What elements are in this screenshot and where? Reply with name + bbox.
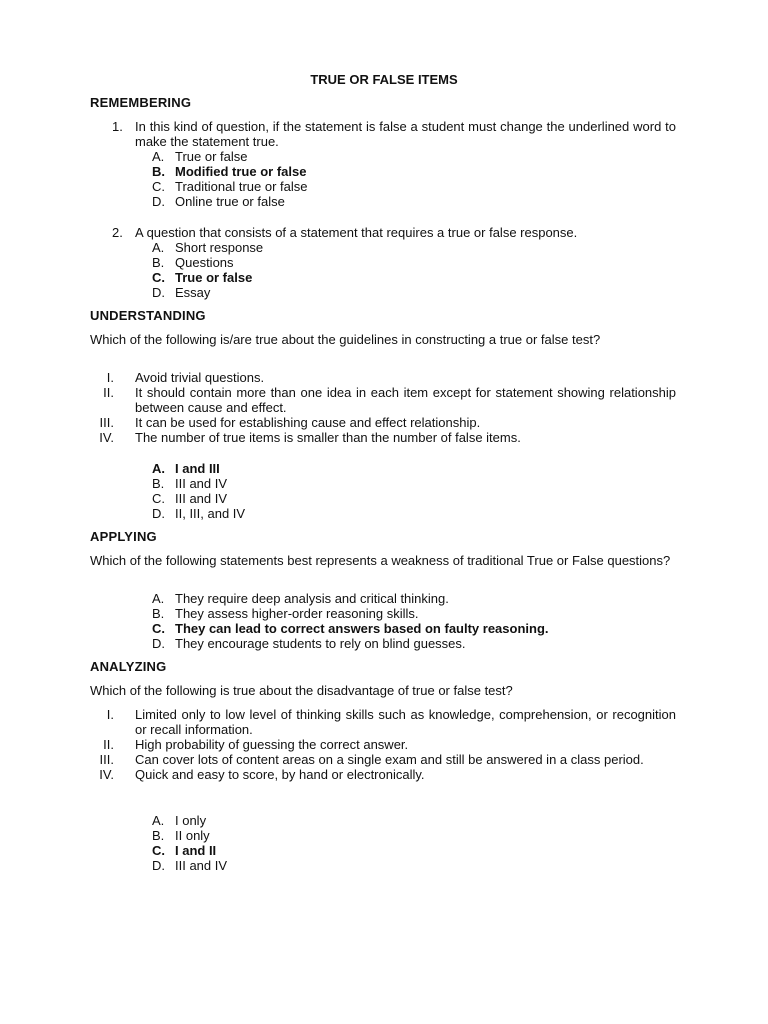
option-letter: C. bbox=[152, 843, 165, 858]
statement-text: It can be used for establishing cause and effect relationship. bbox=[135, 415, 481, 430]
option-text: They require deep analysis and critical thinking. bbox=[175, 591, 449, 606]
page-title: TRUE OR FALSE ITEMS bbox=[310, 72, 458, 87]
question-2-text: A question that consists of a statement that requires a true or false response. bbox=[135, 225, 578, 240]
option-text: III and IV bbox=[175, 491, 228, 506]
statement-numeral: IV. bbox=[99, 430, 114, 445]
option-item bbox=[152, 828, 227, 843]
option-letter: B. bbox=[152, 476, 165, 491]
option-letter: B. bbox=[152, 606, 165, 621]
option-letter: C. bbox=[152, 270, 165, 285]
option-item-correct bbox=[152, 621, 549, 636]
option-text: Online true or false bbox=[175, 194, 285, 209]
statement-item bbox=[90, 752, 676, 767]
option-letter: C. bbox=[152, 621, 165, 636]
question-2-options bbox=[152, 240, 263, 300]
statement-text: The number of true items is smaller than the number of false items. bbox=[135, 430, 521, 445]
statement-text: Avoid trivial questions. bbox=[135, 370, 265, 385]
option-item bbox=[152, 194, 307, 209]
question-1 bbox=[112, 119, 676, 149]
option-letter: C. bbox=[152, 491, 165, 506]
option-letter: D. bbox=[152, 194, 165, 209]
understanding-options bbox=[152, 461, 245, 521]
option-item bbox=[152, 813, 227, 828]
option-item bbox=[152, 636, 549, 651]
question-1-number: 1. bbox=[112, 119, 123, 134]
option-letter: A. bbox=[152, 813, 165, 828]
applying-options bbox=[152, 591, 549, 651]
option-item bbox=[152, 506, 245, 521]
statement-item bbox=[90, 415, 676, 430]
statement-item bbox=[90, 385, 676, 415]
option-letter: B. bbox=[152, 828, 165, 843]
option-letter: B. bbox=[152, 164, 165, 179]
option-letter: A. bbox=[152, 149, 165, 164]
statement-numeral: I. bbox=[106, 707, 114, 722]
option-item bbox=[152, 240, 263, 255]
statement-numeral: III. bbox=[99, 415, 114, 430]
statement-item bbox=[90, 430, 676, 445]
heading-remembering: REMEMBERING bbox=[90, 95, 192, 110]
analyzing-statements bbox=[90, 707, 676, 782]
option-letter: C. bbox=[152, 179, 165, 194]
option-text: They can lead to correct answers based on faulty reasoning. bbox=[175, 621, 549, 636]
understanding-statements bbox=[90, 370, 676, 445]
option-text: They assess higher-order reasoning skills. bbox=[175, 606, 419, 621]
option-letter: D. bbox=[152, 285, 165, 300]
option-text: II only bbox=[175, 828, 210, 843]
heading-understanding: UNDERSTANDING bbox=[90, 308, 206, 323]
option-item bbox=[152, 591, 549, 606]
statement-numeral: II. bbox=[103, 737, 114, 752]
option-text: True or false bbox=[175, 149, 248, 164]
option-text: I and III bbox=[175, 461, 220, 476]
option-text: III and IV bbox=[175, 858, 228, 873]
option-item bbox=[152, 285, 263, 300]
question-2 bbox=[112, 225, 676, 240]
statement-item bbox=[90, 707, 676, 737]
statement-text: It should contain more than one idea in each item except for statement showing relationship between cause and effect. bbox=[135, 385, 676, 415]
option-text: Short response bbox=[175, 240, 264, 255]
option-letter: A. bbox=[152, 591, 165, 606]
option-text: III and IV bbox=[175, 476, 228, 491]
option-text: Traditional true or false bbox=[175, 179, 308, 194]
option-letter: D. bbox=[152, 858, 165, 873]
option-text: Essay bbox=[175, 285, 211, 300]
statement-text: High probability of guessing the correct answer. bbox=[135, 737, 409, 752]
statement-numeral: III. bbox=[99, 752, 114, 767]
option-item bbox=[152, 255, 263, 270]
understanding-question: Which of the following is/are true about the guidelines in constructing a true or false test? bbox=[90, 332, 601, 347]
option-item bbox=[152, 491, 245, 506]
option-text: II, III, and IV bbox=[175, 506, 246, 521]
applying-question: Which of the following statements best represents a weakness of traditional True or False questions? bbox=[90, 553, 671, 568]
option-item bbox=[152, 606, 549, 621]
option-letter: A. bbox=[152, 461, 165, 476]
heading-applying: APPLYING bbox=[90, 529, 157, 544]
heading-analyzing: ANALYZING bbox=[90, 659, 167, 674]
option-item bbox=[152, 476, 245, 491]
option-item bbox=[152, 149, 307, 164]
question-1-options bbox=[152, 149, 307, 209]
option-letter: B. bbox=[152, 255, 165, 270]
analyzing-question: Which of the following is true about the disadvantage of true or false test? bbox=[90, 683, 513, 698]
option-item-correct bbox=[152, 270, 263, 285]
option-letter: D. bbox=[152, 636, 165, 651]
question-2-number: 2. bbox=[112, 225, 123, 240]
option-text: I and II bbox=[175, 843, 217, 858]
option-item-correct bbox=[152, 461, 245, 476]
statement-text: Quick and easy to score, by hand or electronically. bbox=[135, 767, 425, 782]
statement-text: Can cover lots of content areas on a single exam and still be answered in a class period. bbox=[135, 752, 644, 767]
option-item bbox=[152, 858, 227, 873]
statement-numeral: I. bbox=[106, 370, 114, 385]
option-text: Modified true or false bbox=[175, 164, 307, 179]
option-letter: D. bbox=[152, 506, 165, 521]
statement-item bbox=[90, 370, 676, 385]
statement-numeral: II. bbox=[103, 385, 114, 400]
analyzing-options bbox=[152, 813, 227, 873]
statement-text: Limited only to low level of thinking skills such as knowledge, comprehension, or recognition or recall information. bbox=[135, 707, 676, 737]
statement-item bbox=[90, 767, 676, 782]
statement-item bbox=[90, 737, 676, 752]
option-text: They encourage students to rely on blind guesses. bbox=[175, 636, 466, 651]
option-item bbox=[152, 179, 307, 194]
option-letter: A. bbox=[152, 240, 165, 255]
option-item-correct bbox=[152, 164, 307, 179]
option-text: Questions bbox=[175, 255, 234, 270]
option-text: I only bbox=[175, 813, 207, 828]
question-1-text: In this kind of question, if the statement is false a student must change the underlined word to make the statement true. bbox=[135, 119, 676, 149]
option-text: True or false bbox=[175, 270, 253, 285]
option-item-correct bbox=[152, 843, 227, 858]
statement-numeral: IV. bbox=[99, 767, 114, 782]
